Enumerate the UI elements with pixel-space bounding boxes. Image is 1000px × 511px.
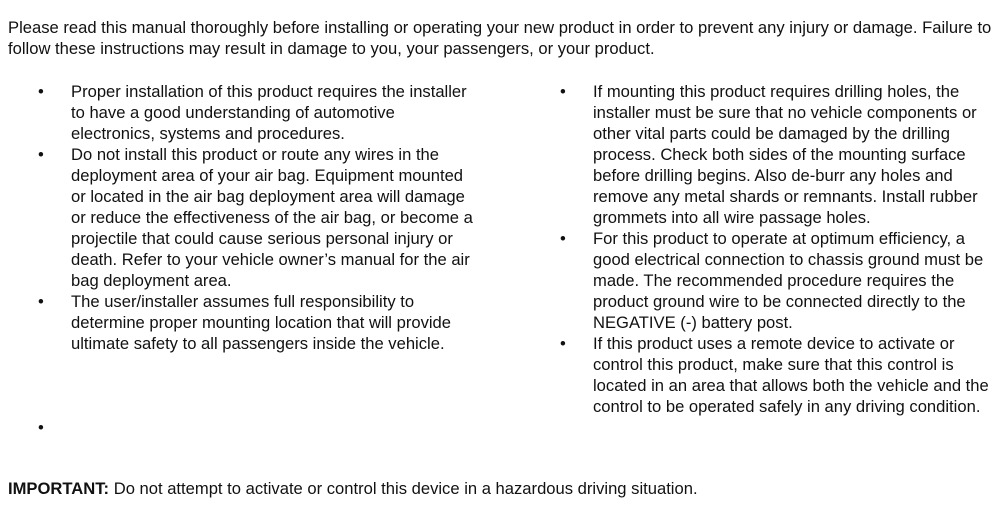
intro-paragraph: Please read this manual thoroughly before installing or operating your new product in order to prevent any injury or damage. Failure to follow these instructions may result in damage to you, your passengers, or your product. <box>8 18 992 58</box>
list-item-text: Proper installation of this product requires the installer to have a good understanding of automotive electronics, systems and procedures. <box>71 82 467 143</box>
right-bullet-list <box>560 81 992 417</box>
important-label: IMPORTANT: <box>8 479 110 498</box>
bullet-icon: • <box>38 82 44 101</box>
list-item-text: The user/installer assumes full responsibility to determine proper mounting location that will provide ultimate safety to all passengers inside the vehicle. <box>71 292 452 353</box>
list-item-text: If this product uses a remote device to activate or control this product, make sure that this control is located in an area that allows both the vehicle and the control to be operated safely in any driving condition. <box>593 334 989 416</box>
list-item <box>560 81 992 228</box>
left-bullet-list <box>38 81 478 354</box>
list-item <box>38 81 478 144</box>
important-notice <box>8 478 993 499</box>
important-text: Do not attempt to activate or control this device in a hazardous driving situation. <box>109 479 698 498</box>
empty-bullet-icon: • <box>38 418 44 437</box>
bullet-icon: • <box>560 229 566 248</box>
list-item <box>38 144 478 291</box>
list-item-text: For this product to operate at optimum efficiency, a good electrical connection to chassis ground must be made. The recommended procedure requires the product ground wire to be connected directly to the NEGATIVE (-) battery post. <box>593 229 984 332</box>
bullet-icon: • <box>38 145 44 164</box>
list-item <box>38 291 478 354</box>
list-item-text: If mounting this product requires drilling holes, the installer must be sure that no vehicle components or other vital parts could be damaged by the drilling process. Check both sides of the mounting surface before drilling begins. Also de-burr any holes and remove any metal shards or remnants. Install rubber grommets into all wire passage holes. <box>593 82 978 227</box>
list-item-text: Do not install this product or route any wires in the deployment area of your air bag. Equipment mounted or located in the air bag deployment area will damage or reduce the effectiveness of the air bag, or become a projectile that could cause serious personal injury or death. Refer to your vehicle owner’s manual for the air bag deployment area. <box>71 145 473 290</box>
list-item <box>560 333 992 417</box>
bullet-icon: • <box>38 292 44 311</box>
bullet-icon: • <box>560 334 566 353</box>
list-item <box>560 228 992 333</box>
bullet-icon: • <box>560 82 566 101</box>
